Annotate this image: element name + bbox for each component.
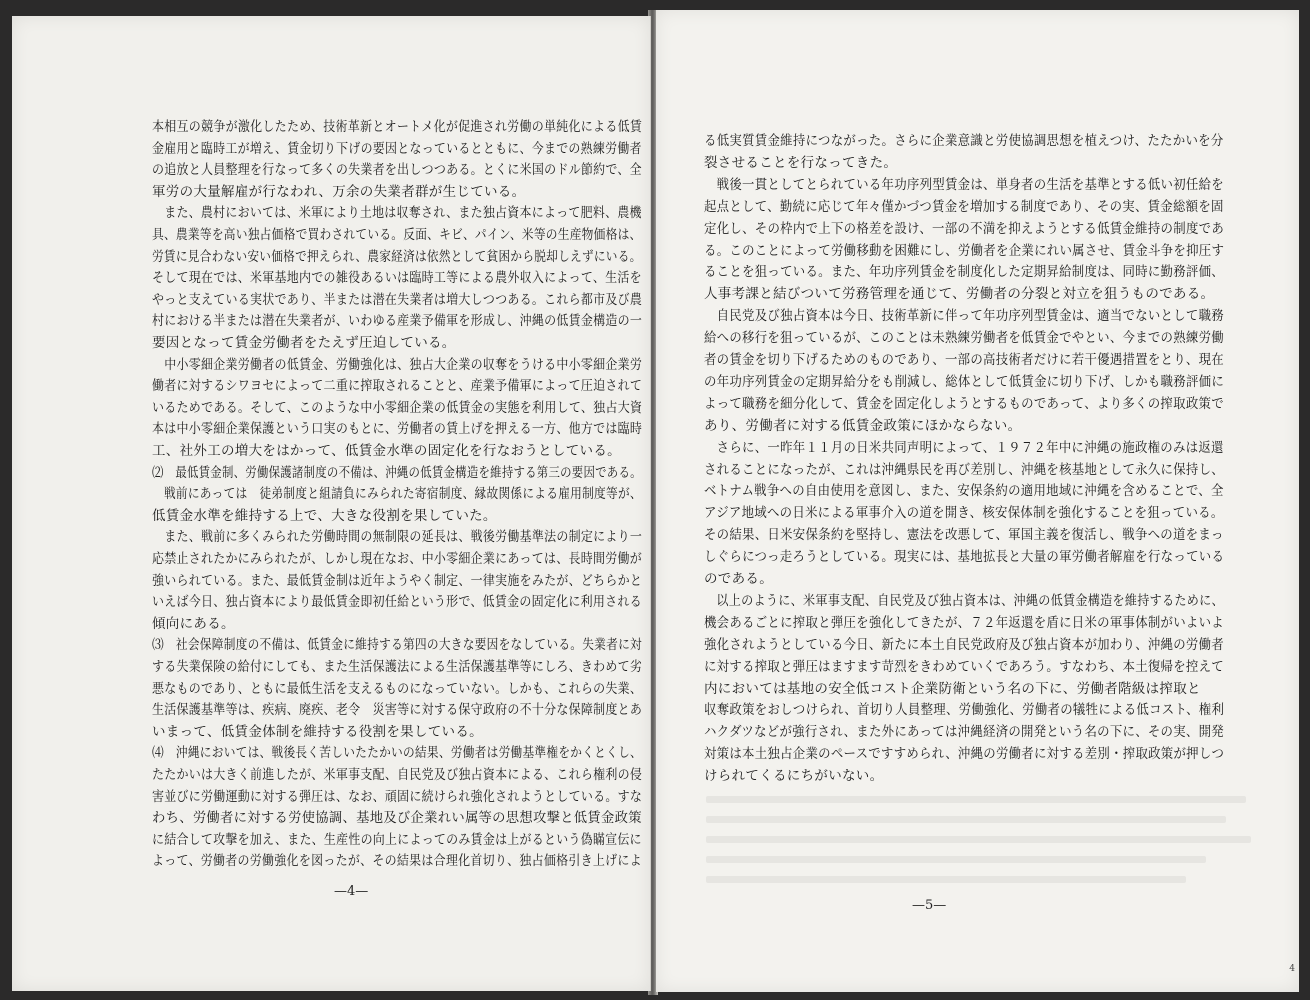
text-line: ることを狙っている。また、年功序列賃金を制度化した定期昇給制度は、同時に勤務評価、	[704, 264, 1224, 281]
text-line: あり、労働者に対する低賃金政策にほかならない。	[704, 417, 1022, 434]
text-line: 村における半または潜在失業者が、いわゆる産業予備軍を形成し、沖縄の低賃金構造の一	[152, 313, 643, 330]
text-line: わち、労働者に対する労使協調、基地及び企業れい属等の思想攻撃と低賃金政策	[152, 810, 642, 827]
text-line: 軍労の大量解雇が行なわれ、万余の失業者群が生じている。	[152, 183, 526, 200]
corner-mark: 4	[1289, 964, 1295, 974]
text-line: 労賃に見合わない安い価格で押えられ、農家経済は依然として貧困から脱却しえずにいる。	[152, 248, 642, 265]
text-line: やっと支えている実状であり、半または潜在失業者は増大しつつある。これら都市及び農	[152, 291, 643, 308]
text-line: ⑶ 社会保障制度の不備は、低賃金に維持する第四の大きな要因をなしている。失業者に対	[152, 637, 642, 654]
text-line: の追放と人員整理を行なって多くの失業者を出しつつある。とくに米国のドル節約で、全	[152, 162, 642, 179]
text-line: 強化されようとしている今日、新たに本土自民党政府及び独占資本が加わり、沖縄の労働者	[704, 636, 1224, 653]
text-line: 害並びに労働運動に対する弾圧は、なお、頑固に続けられ強化されようとしている。すな	[152, 788, 643, 805]
text-line: 本相互の競争が激化したため、技術革新とオートメ化が促進され労働の単純化による低賃	[152, 119, 643, 135]
text-line: 生活保護基準等は、疾病、廃疾、老令 災害等に対する保守政府の不十分な保障制度とあ	[152, 702, 643, 719]
left-page	[12, 16, 651, 991]
text-line: いまって、低賃金体制を維持する役割を果している。	[152, 723, 483, 740]
right-page	[656, 10, 1299, 992]
text-line: 機会あるごとに搾取と弾圧を強化してきたが、７２年返還を盾に日米の軍事体制がいよいよ	[704, 614, 1224, 631]
text-line: さらに、一昨年１１月の日米共同声明によって、１９７２年中に沖縄の施政権のみは返還	[704, 439, 1224, 456]
text-line: 対策は本土独占企業のペースですすめられ、沖縄の労働者に対する差別・搾取政策が押しつ	[704, 746, 1225, 763]
text-line: たたかいは大きく前進したが、米軍事支配、自民党及び独占資本による、これら権利の侵	[152, 767, 643, 783]
text-line: いるためである。そして、このような中小零細企業の低賃金の実態を利用して、独占大資	[152, 399, 643, 416]
text-line: 給への移行を狙っているが、このことは未熟練労働者を低賃金でやとい、今までの熟練労働	[704, 330, 1224, 347]
text-line: する失業保険の給付にしても、また生活保護法による生活保護基準等にしろ、きわめて劣	[152, 659, 643, 675]
text-line: 起点として、勤続に応じて年々僅かづつ賃金を増加する制度であり、その実、賃金総額を固	[704, 198, 1224, 215]
text-line: 悪なものであり、ともに最低生活を支えるものになっていない。しかも、これらの失業、	[152, 680, 643, 697]
text-line: 自民党及び独占資本は今日、技術革新に伴って年功序列型賃金は、適当でないとして職務	[704, 308, 1224, 325]
text-line: 金雇用と臨時工が増え、賃金切り下げの要因となっているとともに、今までの熟練労働者	[152, 140, 642, 157]
text-line: そして現在では、米軍基地内での雑役あるいは臨時工等による農外収入によって、生活を	[152, 270, 642, 287]
text-line: ベトナム戦争への自由使用を意図し、また、安保条約の適用地域に沖縄を含めることで、全	[704, 483, 1224, 500]
text-line: また、戦前に多くみられた労働時間の無制限の延長は、戦後労働基準法の制定により一	[152, 529, 643, 546]
text-line: 応禁止されたかにみられたが、しかし現在なお、中小零細企業にあっては、長時間労働が	[152, 551, 643, 567]
text-line: 要因となって賃金労働者をたえず圧迫している。	[152, 335, 456, 351]
text-line: ⑵ 最低賃金制、労働保護諸制度の不備は、沖縄の低賃金構造を維持する第三の要因である。	[152, 464, 642, 481]
page-number-left: —4—	[334, 884, 369, 899]
text-line: 強いられている。また、最低賃金制は近年ようやく制定、一律実施をみたが、どちらかと	[152, 572, 643, 589]
text-line: 工、社外工の増大をはかって、低賃金水準の固定化を行なおうとしている。	[152, 443, 621, 459]
text-line: 内においては基地の安全低コスト企業防衛という名の下に、労働者階級は搾取と	[704, 680, 1201, 697]
text-line: 傾向にある。	[152, 615, 235, 632]
text-line: 働者に対するシワヨセによって二重に搾取されることと、産業予備軍によって圧迫されて	[152, 378, 643, 395]
text-line: 者の賃金を切り下げるためのものであり、一部の高技術者だけに若干優遇措置をとり、現在	[704, 352, 1224, 368]
text-line: る。このことによって労働移動を困難にし、労働者を企業にれい属させ、賃金斗争を抑圧す	[704, 242, 1225, 259]
text-line: しぐらにつっ走ろうとしている。現実には、基地拡長と大量の軍労働者解雇を行なっている	[704, 549, 1225, 566]
text-line: 低賃金水準を維持する上で、大きな役割を果していた。	[152, 507, 497, 524]
text-line: よって、労働者の労働強化を図ったが、その結果は合理化首切り、独占価格引き上げによ	[152, 853, 642, 870]
text-line: 戦後一貫としてとられている年功序列型賃金は、単身者の生活を基準とする低い初任給を	[704, 176, 1224, 193]
text-line: また、農村においては、米軍により土地は収奪され、また独占資本によって肥料、農機	[152, 205, 642, 222]
text-line: されることになったが、これは沖縄県民を再び差別し、沖縄を核基地として永久に保持し、	[704, 461, 1224, 478]
text-line: 定化し、その枠内で上下の格差を設け、一部の不満を抑えようとする低賃金維持の制度であ	[704, 220, 1225, 237]
text-line: ハクダツなどが強行され、また外にあっては沖縄経済の開発という名の下に、その実、開発	[704, 724, 1224, 741]
text-line: けられてくるにちがいない。	[704, 768, 884, 785]
text-line: よって職務を細分化して、賃金を固定化しようとするものであって、より多くの搾取政策で	[704, 395, 1224, 412]
text-line: に対する搾取と弾圧はますます苛烈をきわめていくであろう。すなわち、本土復帰を控えて	[704, 658, 1224, 675]
text-line: 収奪政策をおしつけられ、首切り人員整理、労働強化、労働者の犠牲による低コスト、権利	[704, 702, 1225, 719]
text-line: ⑷ 沖縄においては、戦後長く苦しいたたかいの結果、労働者は労働基準権をかくとくし、	[152, 745, 642, 762]
text-line: 本は中小零細企業保護という口実のもとに、労働者の賃上げを押える一方、他方では臨時	[152, 421, 643, 438]
text-line: のである。	[704, 571, 773, 587]
text-line: る低実質賃金維持につながった。さらに企業意識と労使協調思想を植えつけ、たたかいを分	[704, 133, 1224, 149]
text-line: 裂させることを行なってきた。	[704, 154, 898, 171]
page-number-right: —5—	[912, 898, 947, 913]
text-line: 人事考課と結びついて労務管理を通じて、労働者の分裂と対立を狙うものである。	[704, 286, 1215, 303]
text-line: の年功序列賃金の定期昇給分をも削減し、総体として低賃金に切り下げ、しかも職務評価に	[704, 373, 1225, 390]
text-line: いえば今日、独占資本により最低賃金即初任給という形で、低賃金の固定化に利用される	[152, 594, 642, 611]
text-line: 具、農業等を高い独占価格で買わされている。反面、キビ、パイン、米等の生産物価格は、	[152, 227, 642, 243]
text-line: アジア地域への日米による軍事介入の道を開き、核安保体制を強化することを狙っている。	[704, 505, 1224, 522]
text-line: 以上のように、米軍事支配、自民党及び独占資本は、沖縄の低賃金構造を維持するために、	[704, 592, 1224, 609]
text-line: に結合して攻撃を加え、また、生産性の向上によってのみ賃金は上がるという偽瞞宣伝に	[152, 831, 642, 848]
text-line: 戦前にあっては 徒弟制度と組請負にみられた寄宿制度、縁故関係による雇用制度等が、	[152, 486, 642, 503]
text-line: その結果、日米安保条約を堅持し、憲法を改悪して、軍国主義を復活し、戦争への道をまっ	[704, 527, 1224, 544]
text-line: 中小零細企業労働者の低賃金、労働強化は、独占大企業の収奪をうける中小零細企業労	[152, 356, 643, 373]
